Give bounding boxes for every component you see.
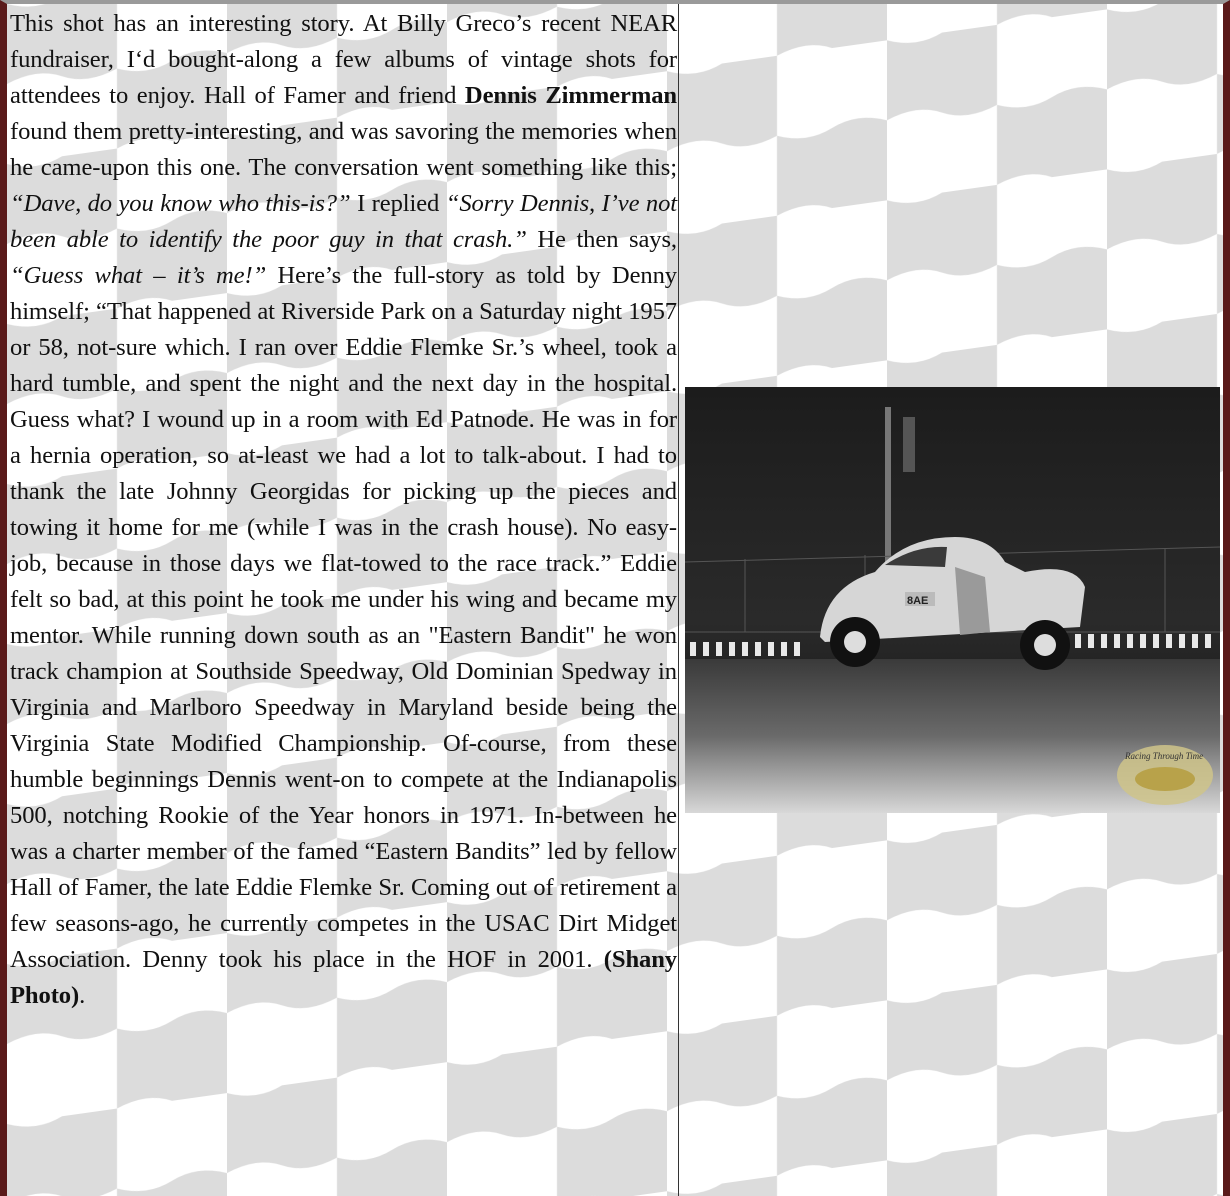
- column-divider: [678, 4, 679, 1196]
- article-text: [10, 6, 677, 1014]
- person-name: Dennis Zimmerman: [464, 82, 677, 109]
- watermark-logo: [1117, 745, 1213, 805]
- photo-image: [685, 387, 1220, 813]
- quote-2: “Sorry Dennis, I’ve not been able to identify the poor guy in that crash.”: [10, 190, 678, 253]
- article-body-3: He then says,: [526, 226, 677, 253]
- article-body-1: found them pretty-interesting, and was savoring the memories when he came-upon this one. The conversation went something like this;: [10, 118, 677, 181]
- quote-1: “Dave, do you know who this-is?”: [10, 190, 351, 217]
- race-car-crash-photo: [685, 387, 1220, 813]
- article-intro: This shot has an interesting story. At Billy Greco’s recent NEAR fundraiser, I‘d bought-along a few albums of vintage shots for attendees to enjoy. Hall of Famer and friend: [10, 10, 677, 109]
- article-end: .: [79, 982, 86, 1009]
- svg-text:Racing Through Time: Racing Through Time: [1125, 751, 1204, 761]
- quote-3: “Guess what – it’s me!”: [10, 262, 267, 289]
- svg-text:8AE: 8AE: [907, 595, 929, 607]
- article-body-2: I replied: [350, 190, 446, 217]
- article-body-4: Here’s the full-story as told by Denny himself; “That happened at Riverside Park on a Saturday night 1957 or 58, not-sure which. I ran over Eddie Flemke Sr.’s wheel, took a hard tumble, and spent the night and the next day in the hospital. Guess what? I wound up in a room with Ed Patnode. He was in for a hernia operation, so at-least we had a lot to talk-about. I had to thank the late Johnny Georgidas for picking up the pieces and towing it home for me (while I was in the crash house). No easy-job, because in those days we flat-towed to the race track.” Eddie felt so bad, at this point he took me under his wing and became my mentor. While running down south as an "Eastern Bandit" he won track champion at Southside Speedway, Old Dominian Spedway in Virginia and Marlboro Speedway in Maryland beside being the Virginia State Modified Championship. Of-course, from these humble beginnings Dennis went-on to compete at the Indianapolis 500, notching Rookie of the Year honors in 1971. In-between he was a charter member of the famed “Eastern Bandits” led by fellow Hall of Famer, the late Eddie Flemke Sr. Coming out of retirement a few seasons-ago, he currently competes in the USAC Dirt Midget Association. Denny took his place in the HOF in 2001.: [10, 262, 677, 973]
- photo-credit: (Shany Photo): [10, 946, 677, 1009]
